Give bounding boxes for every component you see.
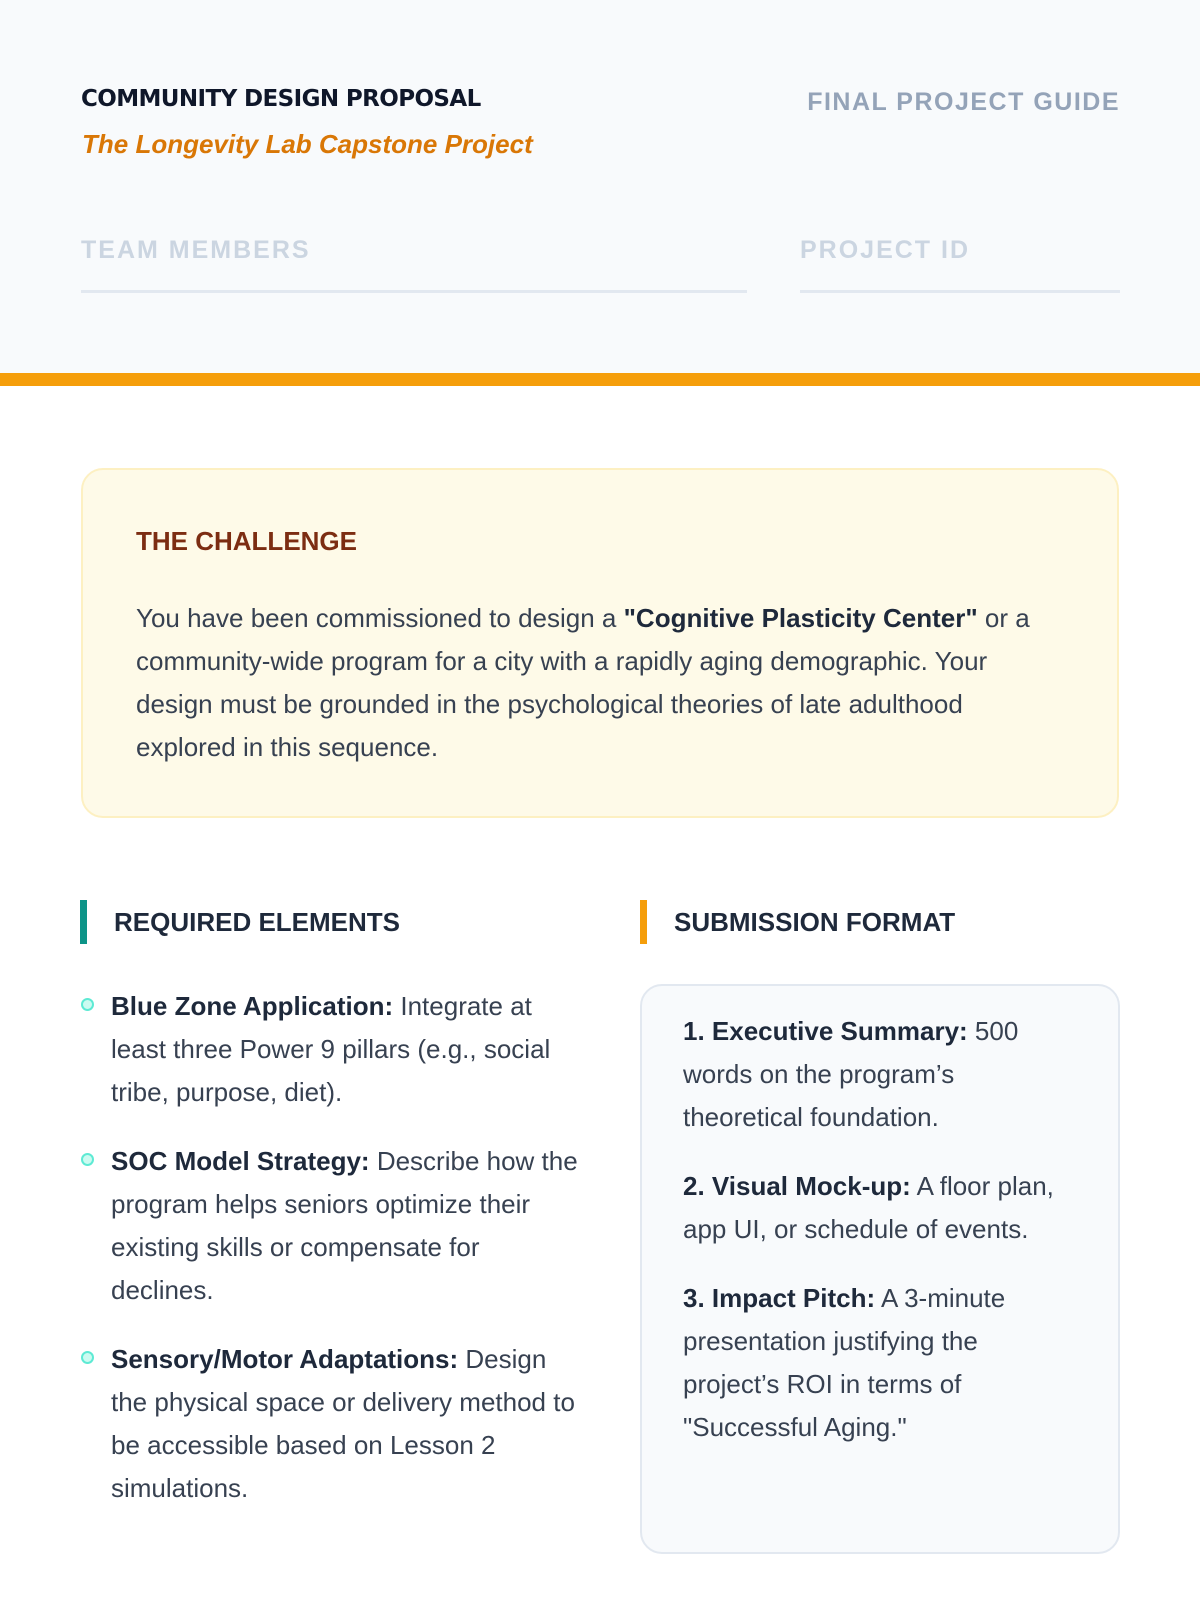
challenge-heading: THE CHALLENGE bbox=[136, 526, 357, 556]
project-id-label: PROJECT ID bbox=[800, 236, 971, 264]
heading-accent-bar bbox=[640, 900, 647, 944]
submission-format-title: SUBMISSION FORMAT bbox=[674, 906, 956, 937]
bullet-icon bbox=[81, 998, 94, 1011]
required-elements-title: REQUIRED ELEMENTS bbox=[114, 906, 401, 937]
guide-label: FINAL PROJECT GUIDE bbox=[807, 88, 1120, 116]
document-subtitle: The Longevity Lab Capstone Project bbox=[82, 129, 533, 159]
team-members-field[interactable] bbox=[81, 236, 747, 293]
list-item: 2. Visual Mock-up: A floor plan, app UI, or schedule of events. bbox=[683, 1171, 1054, 1244]
list-item: Sensory/Motor Adaptations: Design the physical space or delivery method to be accessible based on Lesson 2 simulations. bbox=[80, 1338, 580, 1510]
bullet-icon bbox=[81, 1153, 94, 1166]
document-title: COMMUNITY DESIGN PROPOSAL bbox=[81, 86, 481, 112]
list-item: Blue Zone Application: Integrate at least three Power 9 pillars (e.g., social tribe, purpose, diet). bbox=[80, 985, 580, 1114]
submission-format-card bbox=[640, 984, 1120, 1554]
challenge-highlight: "Cognitive Plasticity Center" bbox=[623, 603, 978, 633]
document-header bbox=[0, 0, 1200, 373]
header-accent-bar bbox=[0, 373, 1200, 386]
project-id-field[interactable] bbox=[800, 236, 1120, 293]
challenge-card bbox=[81, 468, 1119, 818]
list-item: 3. Impact Pitch: A 3-minute presentation justifying the project’s ROI in terms of "Successful Aging." bbox=[683, 1283, 1006, 1442]
submission-format-heading bbox=[640, 900, 955, 944]
team-members-label: TEAM MEMBERS bbox=[81, 236, 311, 264]
challenge-text: You have been commissioned to design a "Cognitive Plasticity Center" or a community-wide program for a city with a rapidly aging demographic. Your design must be grounded in the psychological theories of late adulthood explored in this sequence. bbox=[136, 603, 1030, 762]
list-item: 1. Executive Summary: 500 words on the program’s theoretical foundation. bbox=[683, 1016, 1019, 1132]
required-elements-heading bbox=[80, 900, 400, 944]
heading-accent-bar bbox=[80, 900, 87, 944]
required-elements-list bbox=[80, 985, 580, 1536]
bullet-icon bbox=[81, 1351, 94, 1364]
list-item: SOC Model Strategy: Describe how the program helps seniors optimize their existing skills or compensate for declines. bbox=[80, 1140, 580, 1312]
